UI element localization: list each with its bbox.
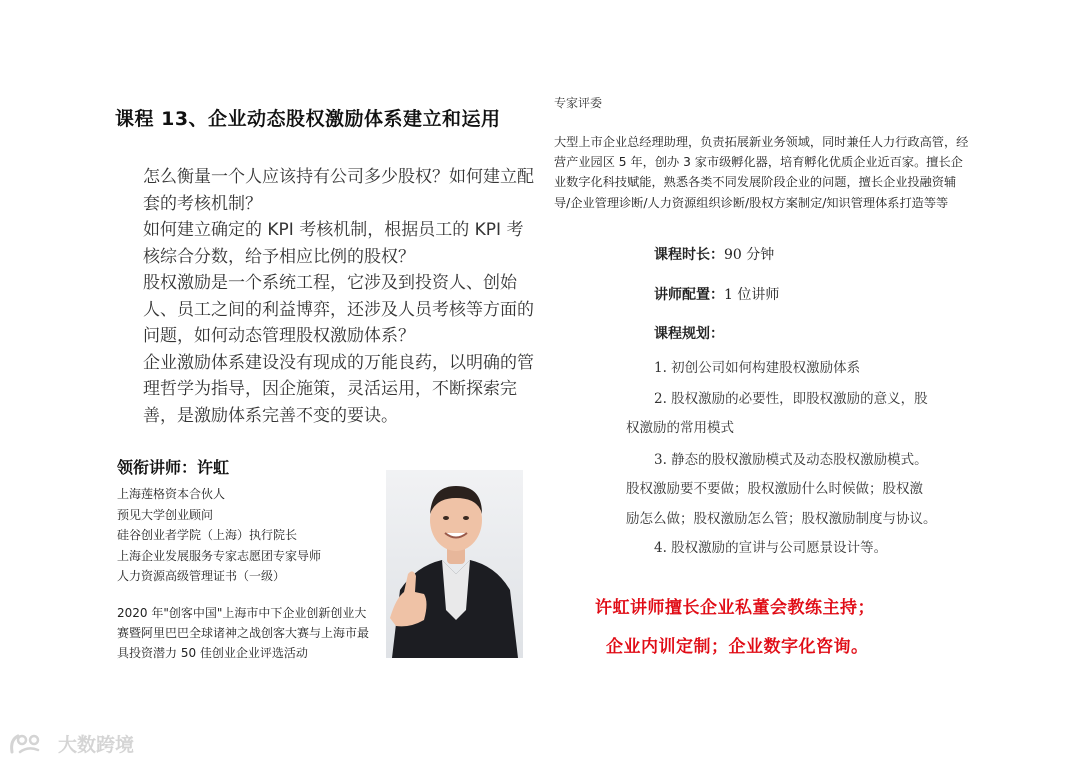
plan-item: 权激励的常用模式 <box>626 420 734 436</box>
plan-item: 股权激励要不要做；股权激励什么时候做；股权激 <box>626 481 923 497</box>
watermark <box>8 730 134 757</box>
role-item: 人力资源高级管理证书（一级） <box>117 569 286 583</box>
lecturer-portrait-icon <box>386 470 523 658</box>
teacher-value: 1 位讲师 <box>724 287 780 303</box>
lecturer-heading: 领衔讲师：许虹 <box>117 458 230 477</box>
expert-bio: 大型上市企业总经理助理，负责拓展新业务领域，同时兼任人力行政高管，经营产业园区 5 年，创办 3 家市级孵化器，培育孵化优质企业近百家。擅长企业数字化科技赋能，熟悉各类不同发展阶段企业的问题，擅长企业投融资辅导/企业管理诊断/人力资源组织诊断/股权方案制定/知识管理体系打造等等 <box>554 135 969 210</box>
plan-label: 课程规划： <box>654 326 724 342</box>
expert-title: 专家评委 <box>554 96 603 110</box>
role-item: 上海企业发展服务专家志愿团专家导师 <box>117 548 322 563</box>
highlight-line: 企业内训定制；企业数字化咨询。 <box>606 637 869 657</box>
question-paragraph: 如何建立确定的 KPI 考核机制，根据员工的 KPI 考核综合分数，给予相应比例的股权？ <box>143 220 524 267</box>
lecturer-roles <box>117 484 321 587</box>
question-paragraph: 股权激励是一个系统工程，它涉及到投资人、创始人、员工之间的利益博弈，还涉及人员考核等方面的问题，如何动态管理股权激励体系？ <box>143 273 534 346</box>
question-paragraph: 企业激励体系建设没有现成的万能良药，以明确的管理哲学为指导，因企施策，灵活运用，不断探索完善，是激励体系完善不变的要诀。 <box>143 352 534 426</box>
plan-item: 4. 股权激励的宣讲与公司愿景设计等。 <box>654 540 888 556</box>
course-duration <box>654 244 774 264</box>
plan-item: 1. 初创公司如何构建股权激励体系 <box>654 360 861 376</box>
highlight-line: 许虹讲师擅长企业私董会教练主持； <box>595 598 875 618</box>
plan-item: 2. 股权激励的必要性，即股权激励的意义，股 <box>654 391 928 407</box>
lecturer-photo <box>386 470 523 658</box>
role-item: 硅谷创业者学院（上海）执行院长 <box>117 528 298 542</box>
course-questions <box>143 164 538 429</box>
plan-item: 3. 静态的股权激励模式及动态股权激励模式。 <box>654 452 928 468</box>
question-paragraph: 怎么衡量一个人应该持有公司多少股权？如何建立配套的考核机制？ <box>143 167 534 214</box>
watermark-text: 大数跨境 <box>58 734 135 756</box>
duration-value: 90 分钟 <box>724 247 775 263</box>
course-title: 课程 13、企业动态股权激励体系建立和运用 <box>115 108 501 130</box>
role-item: 上海莲格资本合伙人 <box>117 487 226 501</box>
teacher-config <box>654 284 779 304</box>
teacher-label: 讲师配置： <box>654 287 724 303</box>
lecturer-award: 2020 年"创客中国"上海市中下企业创新创业大赛暨阿里巴巴全球诸神之战创客大赛与上海市最具投资潜力 50 佳创业企业评选活动 <box>117 606 370 660</box>
duration-label: 课程时长： <box>654 247 724 263</box>
plan-heading <box>654 323 724 343</box>
plan-item: 励怎么做；股权激励怎么管；股权激励制度与协议。 <box>626 511 937 527</box>
watermark-logo-icon <box>8 732 52 756</box>
role-item: 预见大学创业顾问 <box>117 507 214 522</box>
